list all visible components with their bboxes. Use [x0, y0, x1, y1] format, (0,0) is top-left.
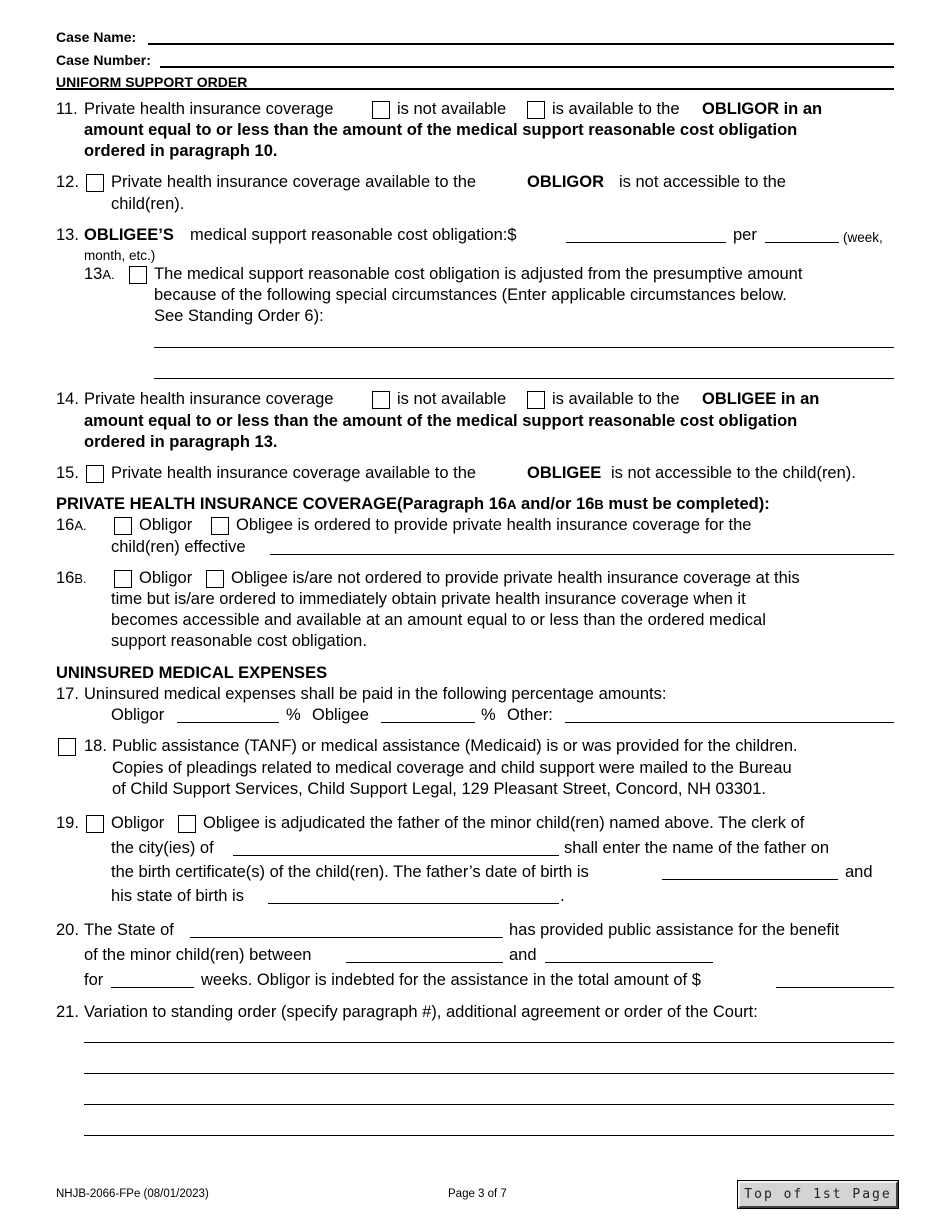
- paragraph-number: 13.: [56, 226, 79, 244]
- paragraph-text: time but is/are ordered to immediately obtain private health insurance coverage when it: [111, 590, 746, 608]
- not-available-checkbox[interactable]: [372, 391, 390, 409]
- obligor-checkbox[interactable]: [86, 815, 104, 833]
- paragraph-text: of the minor child(ren) between: [84, 946, 312, 964]
- paragraph-text: Private health insurance coverage: [84, 390, 334, 408]
- paragraph-text: Private health insurance coverage: [84, 100, 334, 118]
- obligee-checkbox[interactable]: [211, 517, 229, 535]
- page-number: Page 3 of 7: [448, 1188, 507, 1200]
- option-label: Obligor: [139, 516, 193, 534]
- not-available-checkbox[interactable]: [372, 101, 390, 119]
- effective-date-field[interactable]: [270, 554, 894, 555]
- paragraph-text: the birth certificate(s) of the child(ren). The father’s date of birth is: [111, 863, 589, 881]
- header-divider: [56, 88, 894, 90]
- paragraph-number: 18.: [84, 737, 107, 755]
- paragraph-text: child(ren).: [111, 195, 185, 213]
- paragraph-text: and: [845, 863, 873, 881]
- obligee-percent-field[interactable]: [381, 722, 475, 723]
- case-name-label: Case Name:: [56, 29, 137, 45]
- paragraph-number: 17.: [56, 685, 79, 703]
- paragraph-number: 21.: [56, 1003, 79, 1021]
- obligor-percent-field[interactable]: [177, 722, 279, 723]
- per-label: per: [733, 226, 757, 244]
- paragraph-text: Private health insurance coverage available to the: [111, 173, 477, 191]
- section-heading-private-insurance: PRIVATE HEALTH INSURANCE COVERAGE(Paragraph 16A and/or 16B must be completed):: [56, 495, 770, 513]
- adjusted-checkbox[interactable]: [129, 266, 147, 284]
- paragraph-text: becomes accessible and available at an amount equal to or less than the ordered medical: [111, 611, 766, 629]
- option-label: is not available: [397, 100, 507, 118]
- option-label: Obligor: [139, 569, 193, 587]
- paragraph-text: Private health insurance coverage available to the: [111, 464, 477, 482]
- city-field[interactable]: [233, 855, 559, 856]
- paragraph-text: Public assistance (TANF) or medical assistance (Medicaid) is or was provided for the children.: [112, 737, 798, 755]
- paragraph-text: The medical support reasonable cost obligation is adjusted from the presumptive amount: [154, 265, 803, 283]
- percent-sign: %: [286, 706, 301, 724]
- paragraph-text: See Standing Order 6):: [154, 307, 324, 325]
- paragraph-number: 12.: [56, 173, 79, 191]
- obligor-label: Obligor: [111, 706, 165, 724]
- available-checkbox[interactable]: [527, 101, 545, 119]
- total-amount-field[interactable]: [776, 987, 894, 988]
- public-assistance-checkbox[interactable]: [58, 738, 76, 756]
- percent-sign: %: [481, 706, 496, 724]
- paragraph-text: shall enter the name of the father on: [564, 839, 830, 857]
- paragraph-text: for: [84, 971, 104, 989]
- paragraph-text: Obligee is adjudicated the father of the minor child(ren) named above. The clerk of: [203, 814, 805, 832]
- case-number-field[interactable]: [160, 66, 894, 68]
- paragraph-number: 16B.: [56, 569, 87, 587]
- paragraph-text: has provided public assistance for the benefit: [509, 921, 840, 939]
- paragraph-text: is not accessible to the: [619, 173, 786, 191]
- paragraph-text: amount equal to or less than the amount of the medical support reasonable cost obligation: [84, 412, 798, 430]
- paragraph-number: 13A.: [84, 265, 115, 283]
- paragraph-text: child(ren) effective: [111, 538, 246, 556]
- obligee-checkbox[interactable]: [206, 570, 224, 588]
- paragraph-text: amount equal to or less than the amount of the medical support reasonable cost obligation: [84, 121, 798, 139]
- variation-field[interactable]: [84, 1104, 894, 1105]
- paragraph-number: 14.: [56, 390, 79, 408]
- form-id: NHJB-2066-FPe (08/01/2023): [56, 1188, 209, 1200]
- top-of-first-page-button[interactable]: Top of 1st Page: [738, 1181, 898, 1208]
- paragraph-text: ordered in paragraph 13.: [84, 433, 278, 451]
- obligee-emphasis: OBLIGEE: [527, 464, 602, 482]
- paragraph-number: 19.: [56, 814, 79, 832]
- paragraph-text: Obligee is/are not ordered to provide private health insurance coverage at this: [231, 569, 800, 587]
- obligor-checkbox[interactable]: [114, 570, 132, 588]
- paragraph-text: of Child Support Services, Child Support Legal, 129 Pleasant Street, Concord, NH 03301.: [112, 780, 766, 798]
- not-accessible-checkbox[interactable]: [86, 465, 104, 483]
- amount-field[interactable]: [566, 242, 726, 243]
- paragraph-text: and: [509, 946, 537, 964]
- period-field[interactable]: [765, 242, 839, 243]
- circumstances-field[interactable]: [154, 347, 894, 348]
- not-accessible-checkbox[interactable]: [86, 174, 104, 192]
- obligee-emphasis: OBLIGEE’S: [84, 226, 174, 244]
- start-date-field[interactable]: [346, 962, 503, 963]
- paragraph-number: 11.: [56, 100, 78, 118]
- paragraph-text: because of the following special circumstances (Enter applicable circumstances below.: [154, 286, 787, 304]
- birth-state-field[interactable]: [268, 903, 559, 904]
- paragraph-text: Obligee is ordered to provide private health insurance coverage for the: [236, 516, 752, 534]
- option-label: is not available: [397, 390, 507, 408]
- paragraph-text: medical support reasonable cost obligation:$: [190, 226, 517, 244]
- circumstances-field[interactable]: [154, 378, 894, 379]
- paragraph-text: Copies of pleadings related to medical coverage and child support were mailed to the Bureau: [112, 759, 792, 777]
- section-heading-uninsured: UNINSURED MEDICAL EXPENSES: [56, 664, 328, 682]
- option-label: Obligor: [111, 814, 165, 832]
- case-name-field[interactable]: [148, 43, 894, 45]
- paragraph-text: Variation to standing order (specify paragraph #), additional agreement or order of the Court:: [84, 1003, 758, 1021]
- paragraph-text: is not accessible to the child(ren).: [611, 464, 856, 482]
- father-dob-field[interactable]: [662, 879, 838, 880]
- paragraph-text: support reasonable cost obligation.: [111, 632, 367, 650]
- obligor-emphasis: OBLIGOR in an: [702, 100, 823, 118]
- form-title: UNIFORM SUPPORT ORDER: [56, 74, 248, 90]
- case-number-label: Case Number:: [56, 52, 151, 68]
- variation-field[interactable]: [84, 1042, 894, 1043]
- state-field[interactable]: [190, 937, 503, 938]
- paragraph-text: his state of birth is: [111, 887, 244, 905]
- weeks-field[interactable]: [111, 987, 194, 988]
- variation-field[interactable]: [84, 1135, 894, 1136]
- paragraph-number: 16A.: [56, 516, 87, 534]
- paragraph-text: Uninsured medical expenses shall be paid in the following percentage amounts:: [84, 685, 667, 703]
- variation-field[interactable]: [84, 1073, 894, 1074]
- paragraph-number: 15.: [56, 464, 79, 482]
- paragraph-number: 20.: [56, 921, 79, 939]
- obligor-checkbox[interactable]: [114, 517, 132, 535]
- obligor-emphasis: OBLIGOR: [527, 173, 604, 191]
- obligee-checkbox[interactable]: [178, 815, 196, 833]
- period-hint: (week,: [843, 230, 883, 245]
- paragraph-text: The State of: [84, 921, 174, 939]
- obligee-emphasis: OBLIGEE in an: [702, 390, 820, 408]
- option-label: is available to the: [552, 100, 680, 118]
- paragraph-text: the city(ies) of: [111, 839, 214, 857]
- other-field[interactable]: [565, 722, 894, 723]
- paragraph-text: weeks. Obligor is indebted for the assistance in the total amount of $: [201, 971, 701, 989]
- period-hint: month, etc.): [84, 248, 156, 263]
- end-date-field[interactable]: [545, 962, 713, 963]
- other-label: Other:: [507, 706, 553, 724]
- option-label: is available to the: [552, 390, 680, 408]
- paragraph-text: ordered in paragraph 10.: [84, 142, 278, 160]
- period-mark: .: [560, 887, 565, 905]
- obligee-label: Obligee: [312, 706, 369, 724]
- available-checkbox[interactable]: [527, 391, 545, 409]
